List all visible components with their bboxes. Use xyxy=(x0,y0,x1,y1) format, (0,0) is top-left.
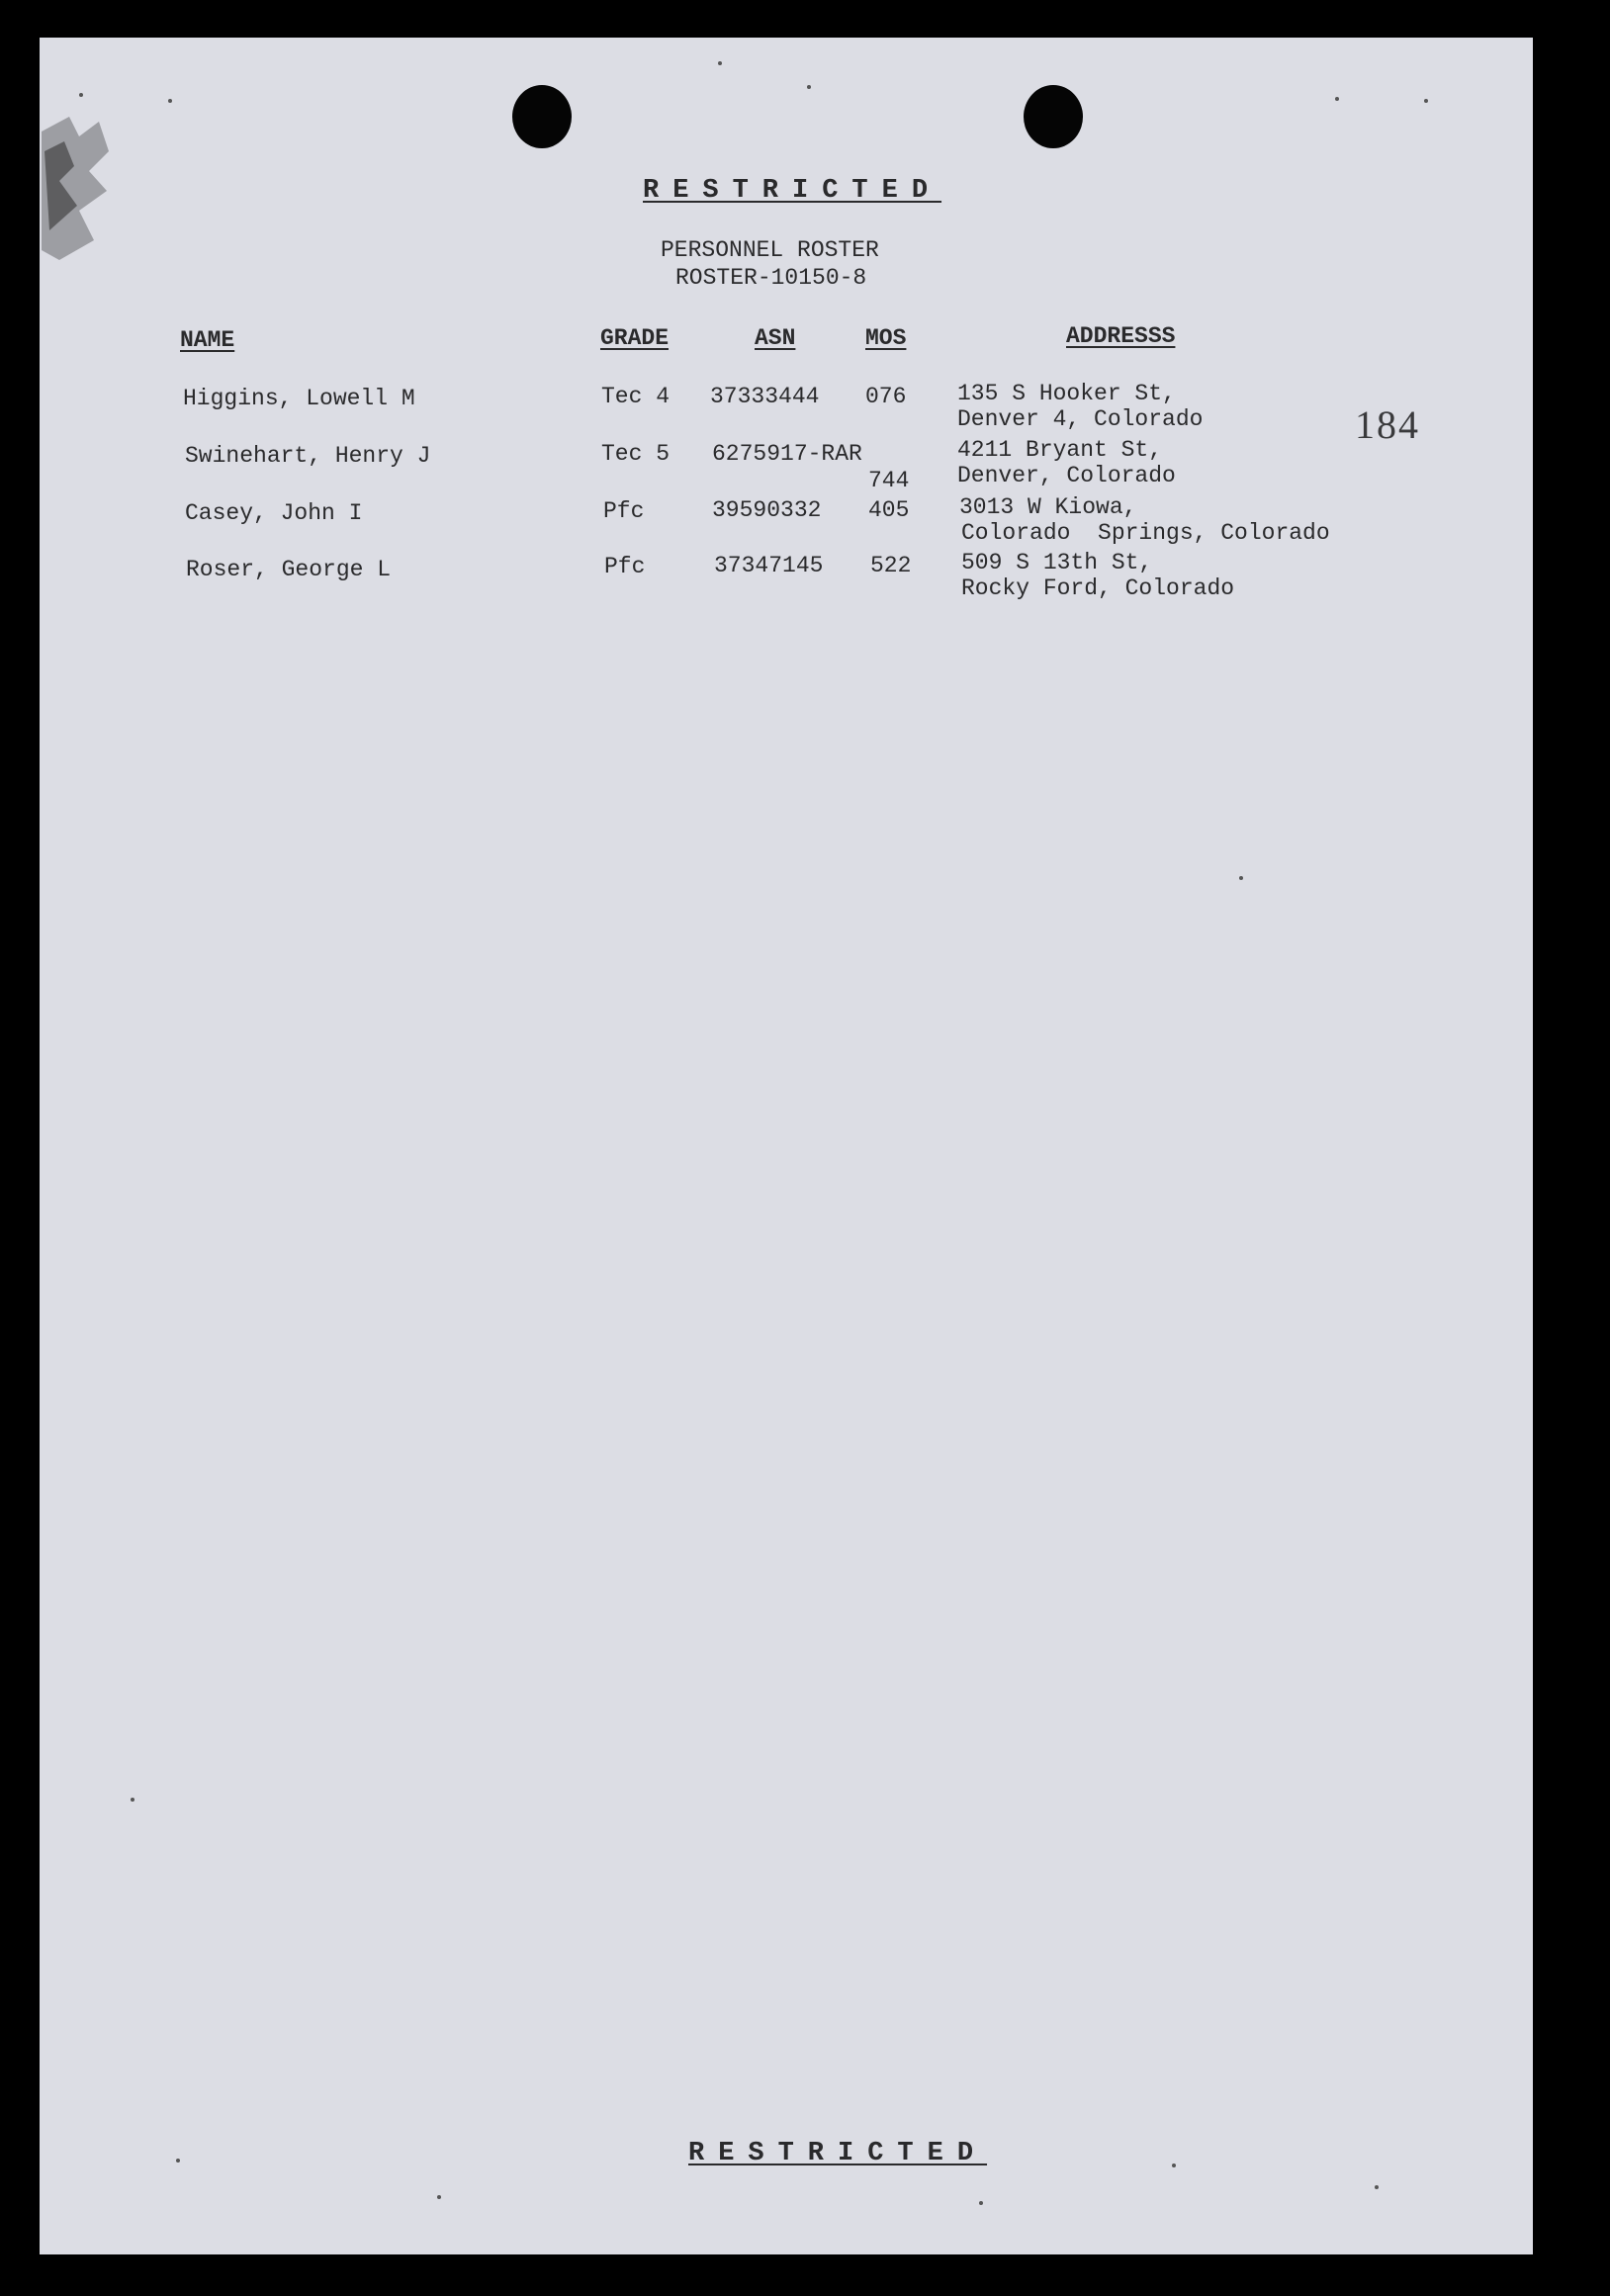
speck xyxy=(979,2201,983,2205)
row-mos: 522 xyxy=(870,553,912,578)
speck xyxy=(807,85,811,89)
row-mos: 076 xyxy=(865,384,907,409)
column-header-address: ADDRESSS xyxy=(1066,323,1176,349)
row-address-line1: 135 S Hooker St, xyxy=(957,381,1176,406)
row-address-line2: Rocky Ford, Colorado xyxy=(961,575,1235,601)
row-address-line2: Denver 4, Colorado xyxy=(957,406,1204,432)
restricted-stamp-top: RESTRICTED xyxy=(643,176,942,206)
handwritten-page-number: 184 xyxy=(1355,402,1420,447)
row-mos: 744 xyxy=(868,468,910,493)
speck xyxy=(718,61,722,65)
row-asn: 6275917-RAR xyxy=(712,441,862,467)
column-header-grade: GRADE xyxy=(600,325,670,351)
punch-hole-left xyxy=(512,85,572,148)
roster-number: ROSTER-10150-8 xyxy=(675,265,867,291)
column-header-asn: ASN xyxy=(755,325,796,351)
row-asn: 37347145 xyxy=(714,553,824,578)
row-address-line1: 3013 W Kiowa, xyxy=(959,494,1137,520)
speck xyxy=(437,2195,441,2199)
row-grade: Tec 5 xyxy=(601,441,671,467)
restricted-stamp-bottom: RESTRICTED xyxy=(688,2139,988,2168)
roster-title: PERSONNEL ROSTER xyxy=(661,237,879,263)
row-address-line2: Colorado Springs, Colorado xyxy=(961,520,1330,546)
speck xyxy=(1335,97,1339,101)
speck xyxy=(176,2159,180,2163)
punch-hole-right xyxy=(1024,85,1083,148)
speck xyxy=(1424,99,1428,103)
speck xyxy=(1239,876,1243,880)
ink-smudge xyxy=(40,112,119,270)
column-header-name: NAME xyxy=(180,327,235,353)
row-name: Swinehart, Henry J xyxy=(185,443,431,469)
speck xyxy=(1172,2164,1176,2167)
row-asn: 39590332 xyxy=(712,497,822,523)
speck xyxy=(131,1798,134,1802)
row-address-line2: Denver, Colorado xyxy=(957,463,1176,488)
speck xyxy=(1375,2185,1379,2189)
row-grade: Tec 4 xyxy=(601,384,671,409)
speck xyxy=(79,93,83,97)
row-name: Roser, George L xyxy=(186,557,392,582)
row-mos: 405 xyxy=(868,497,910,523)
row-address-line1: 4211 Bryant St, xyxy=(957,437,1163,463)
row-grade: Pfc xyxy=(603,498,645,524)
row-address-line1: 509 S 13th St, xyxy=(961,550,1153,575)
row-asn: 37333444 xyxy=(710,384,820,409)
row-grade: Pfc xyxy=(604,554,646,579)
roster-page xyxy=(40,38,1533,2254)
column-header-mos: MOS xyxy=(865,325,907,351)
speck xyxy=(168,99,172,103)
row-name: Higgins, Lowell M xyxy=(183,386,415,411)
row-name: Casey, John I xyxy=(185,500,363,526)
